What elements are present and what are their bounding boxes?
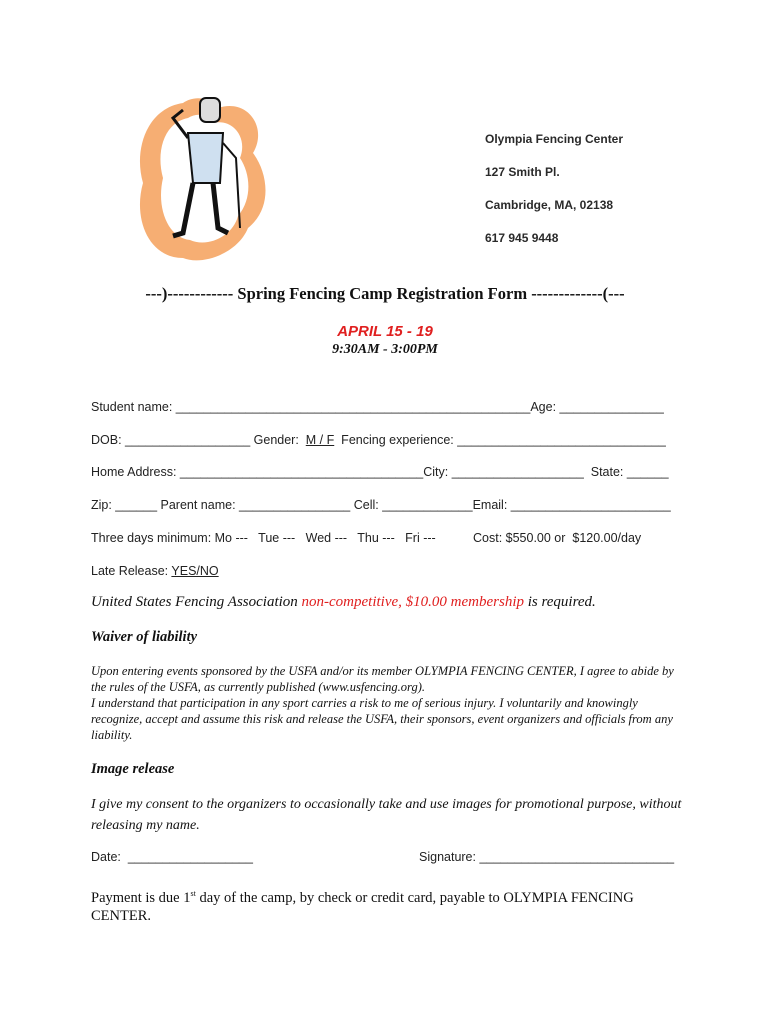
fencer-logo-icon [128,88,278,268]
org-phone: 617 945 9448 [485,231,559,245]
late-release-label: Late Release: [91,564,172,578]
camp-times: 9:30AM - 3:00PM [332,342,438,357]
payment-pre: Payment is due 1 [91,889,191,906]
org-address [485,132,623,264]
image-release-heading: Image release [91,761,175,777]
camp-dates: APRIL 15 - 19 [337,323,433,340]
late-release-options[interactable]: YES/NO [171,564,219,578]
membership-pre: United States Fencing Association [91,594,302,610]
org-city: Cambridge, MA, 02138 [485,198,614,212]
payment-note [91,885,691,925]
student-name-field[interactable]: Student name: ___________________________________________________Age: _______________ [91,400,664,414]
waiver-heading: Waiver of liability [91,629,198,645]
dob-label: DOB: __________________ Gender: [91,433,306,447]
dob-gender-field[interactable] [91,433,666,447]
signature-field[interactable]: Signature: ____________________________ [419,850,675,864]
contact-field[interactable]: Zip: ______ Parent name: ________________ Cell: _____________Email: _______________________ [91,498,671,512]
days-field[interactable]: Three days minimum: Mo --- Tue --- Wed --- Thu --- Fri --- [91,531,436,545]
date-field[interactable]: Date: __________________ [91,850,253,864]
payment-post: day of the camp, by check or credit card, payable to OLYMPIA FENCING CENTER. [91,889,634,924]
membership-post: is required. [523,594,596,610]
experience-label: Fencing experience: ______________________________ [334,433,666,447]
org-street: 127 Smith Pl. [485,165,560,179]
waiver-p1: Upon entering events sponsored by the USFA and/or its member OLYMPIA FENCING CENTER, I agree to abide by the rules of the USFA, as currently published (www.usfencing.org). [91,664,674,694]
waiver-text [91,663,691,743]
payment-sup: st [190,889,196,898]
form-title: ---)------------ Spring Fencing Camp Registration Form -------------(--- [145,284,625,303]
org-name: Olympia Fencing Center [485,132,624,146]
gender-options[interactable]: M / F [305,433,335,447]
membership-requirement [91,594,596,611]
waiver-p2: I understand that participation in any sport carries a risk to me of serious injury. I voluntarily and knowingly recognize, accept and assume this risk and release the USFA, their sponsors, event organizers and officials from any liability. [91,696,673,742]
home-address-field[interactable]: Home Address: ___________________________________City: ___________________ State: ______ [91,465,669,479]
cost-text: Cost: $550.00 or $120.00/day [473,531,642,545]
image-release-text: I give my consent to the organizers to occasionally take and use images for promotional purpose, without releasing my name. [91,797,682,833]
late-release-field[interactable] [91,564,219,578]
membership-highlight: non-competitive, $10.00 membership [301,594,524,610]
